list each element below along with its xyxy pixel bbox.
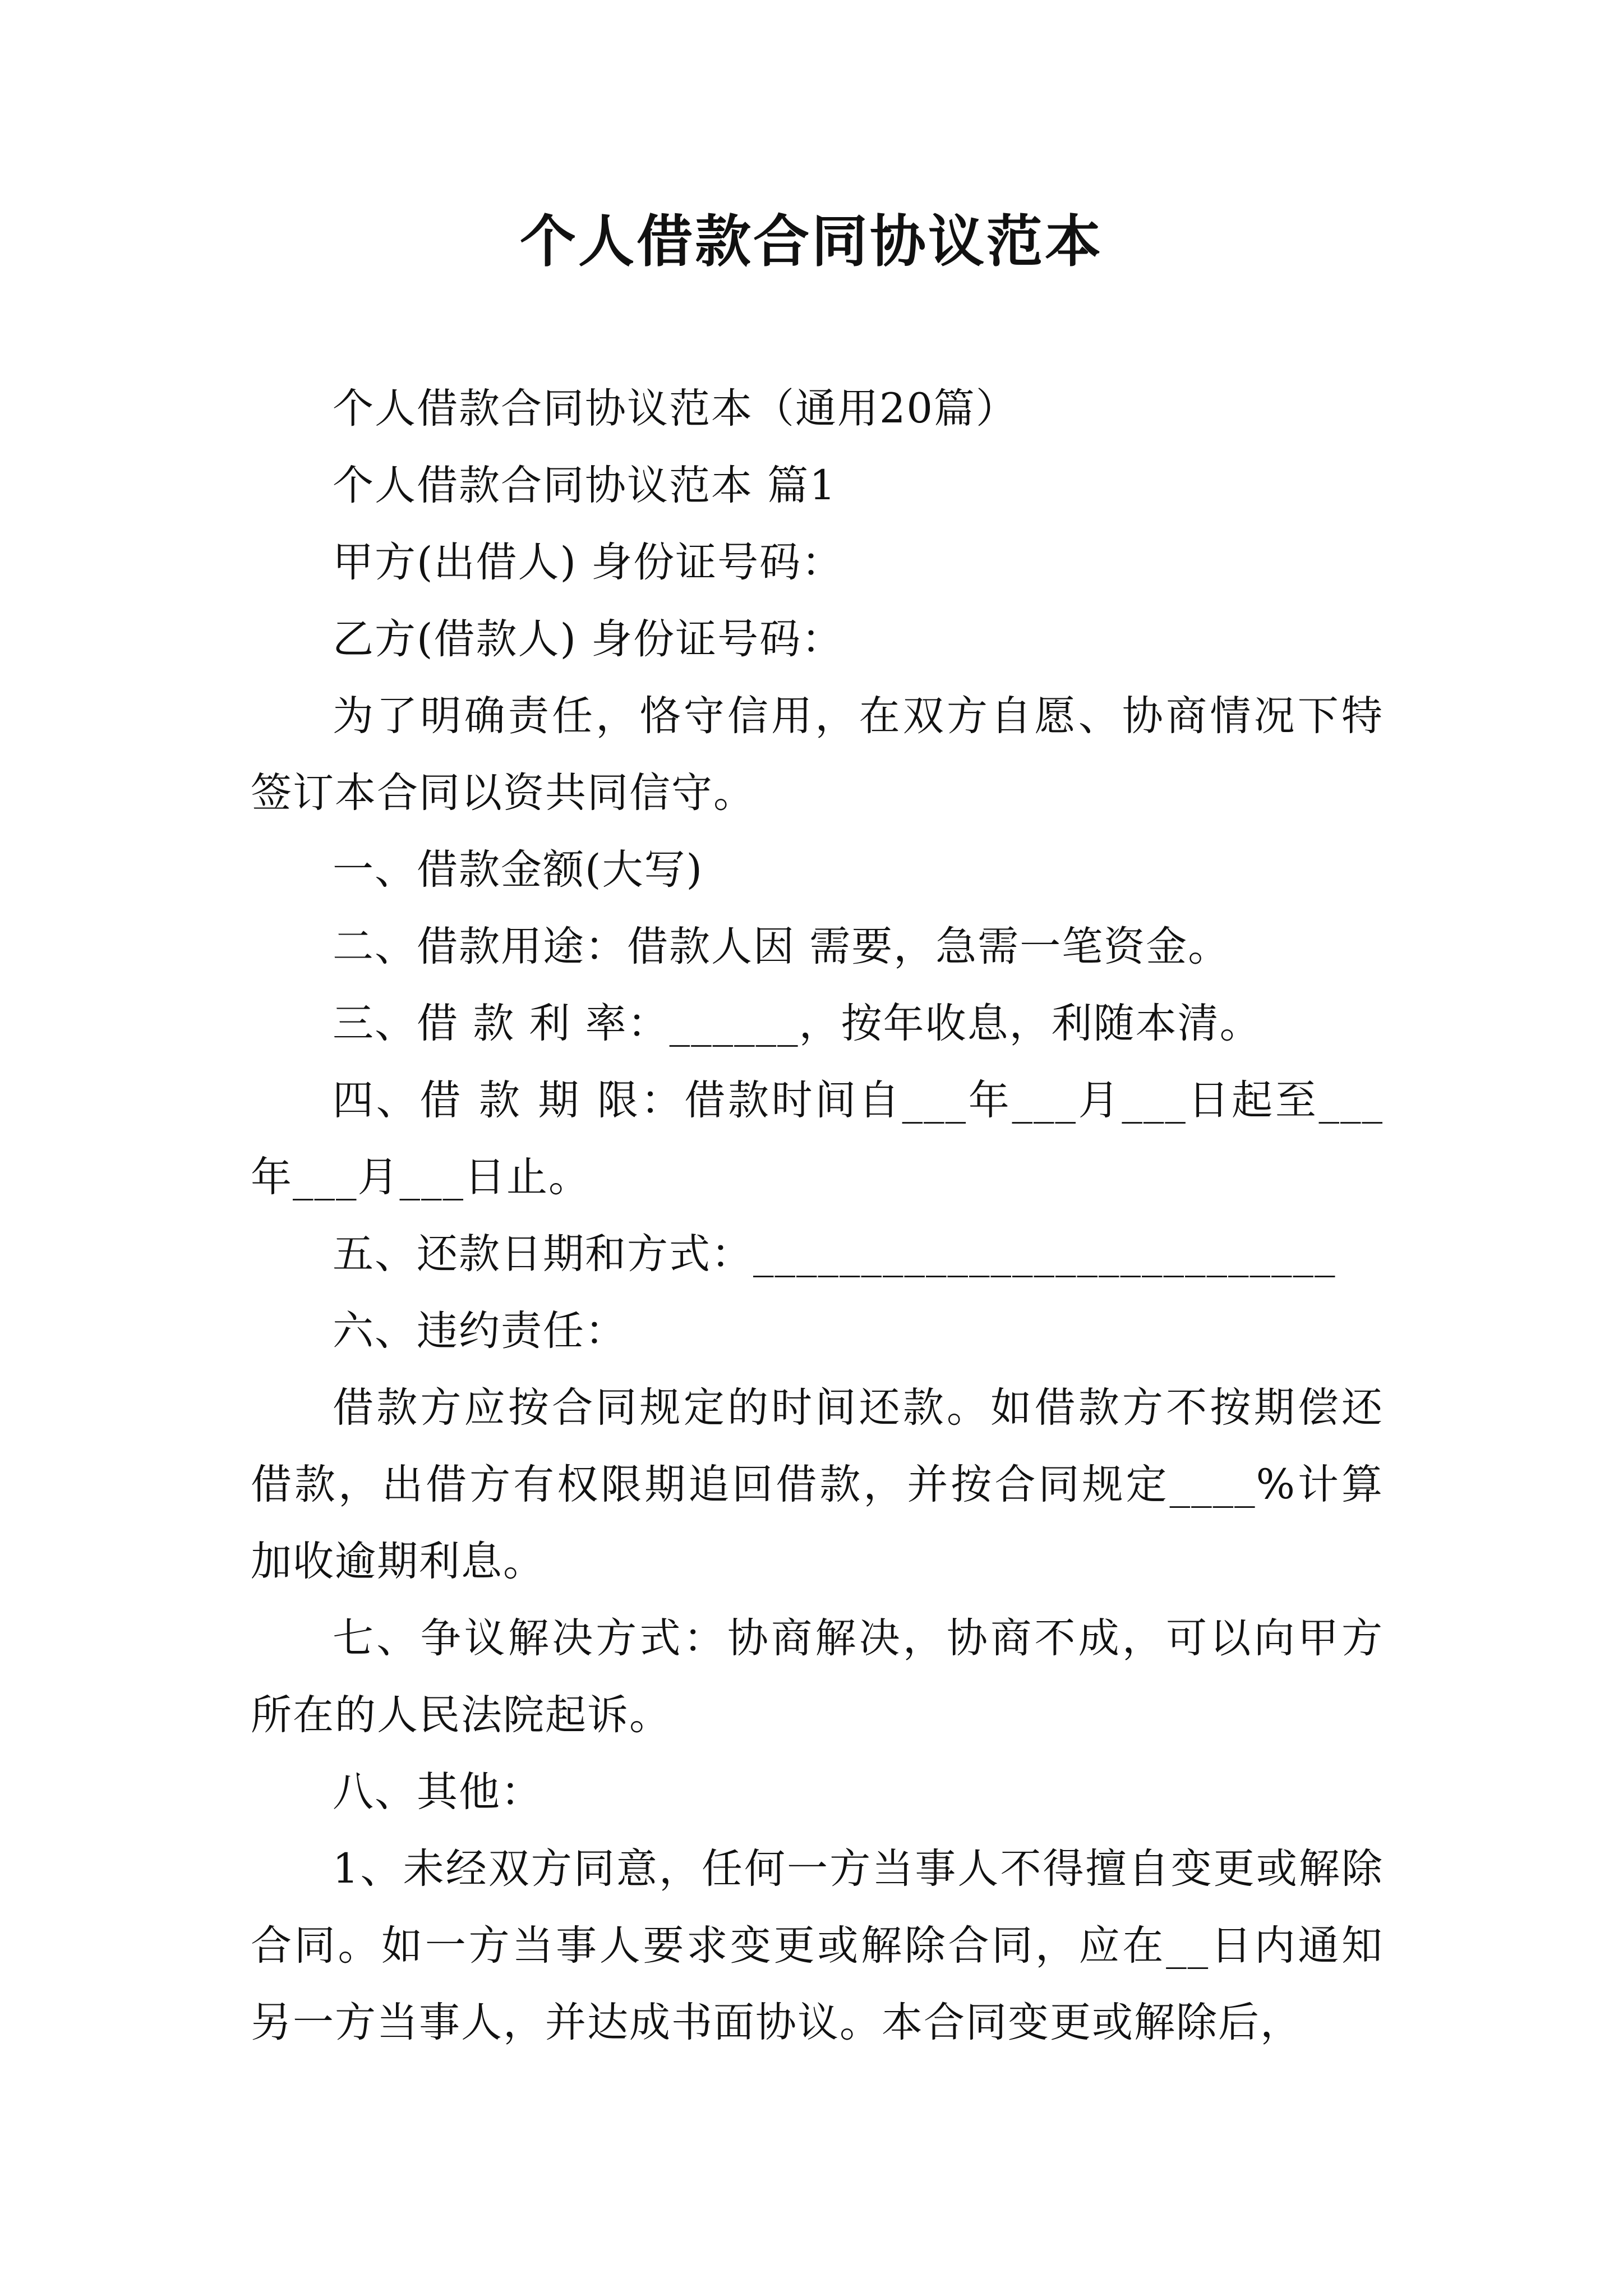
paragraph-party-a: 甲方(出借人) 身份证号码： [333,539,844,586]
paragraph-section-heading: 个人借款合同协议范本 篇1 [333,462,837,509]
document-title: 个人借款合同协议范本 [520,208,1103,274]
clause-breach-heading: 六、违约责任： [333,1307,627,1355]
clause-other-item-1: 1、未经双方同意，任何一方当事人不得擅自变更或解除合同。如一方当事人要求变更或解除合同，应在__日内通知另一方当事人，并达成书面协议。本合同变更或解除后， [251,1845,1384,2046]
clause-dispute-resolution: 七、争议解决方式：协商解决，协商不成，可以向甲方所在的人民法院起诉。 [251,1614,1384,1739]
document-body [251,370,1384,2061]
clause-other-heading: 八、其他： [333,1768,543,1816]
clause-repayment: 五、还款日期和方式：___________________________ [333,1230,1336,1278]
clause-breach-body: 借款方应按合同规定的时间还款。如借款方不按期偿还借款，出借方有权限期追回借款，并按合同规定____%计算加收逾期利息。 [251,1384,1384,1585]
paragraph-party-b: 乙方(借款人) 身份证号码： [333,615,844,663]
clause-interest-rate: 三、借 款 利 率：______，按年收息，利随本清。 [333,1000,1262,1047]
paragraph-preamble: 为了明确责任，恪守信用，在双方自愿、协商情况下特签订本合同以资共同信守。 [251,692,1384,817]
clause-loan-term: 四、借 款 期 限：借款时间自___年___月___日起至___年___月___日止。 [251,1076,1384,1201]
clause-loan-amount: 一、借款金额(大写) [333,846,703,894]
clause-loan-purpose: 二、借款用途：借款人因 需要，急需一笔资金。 [333,923,1230,970]
paragraph-subtitle: 个人借款合同协议范本（通用20篇） [333,385,1018,432]
